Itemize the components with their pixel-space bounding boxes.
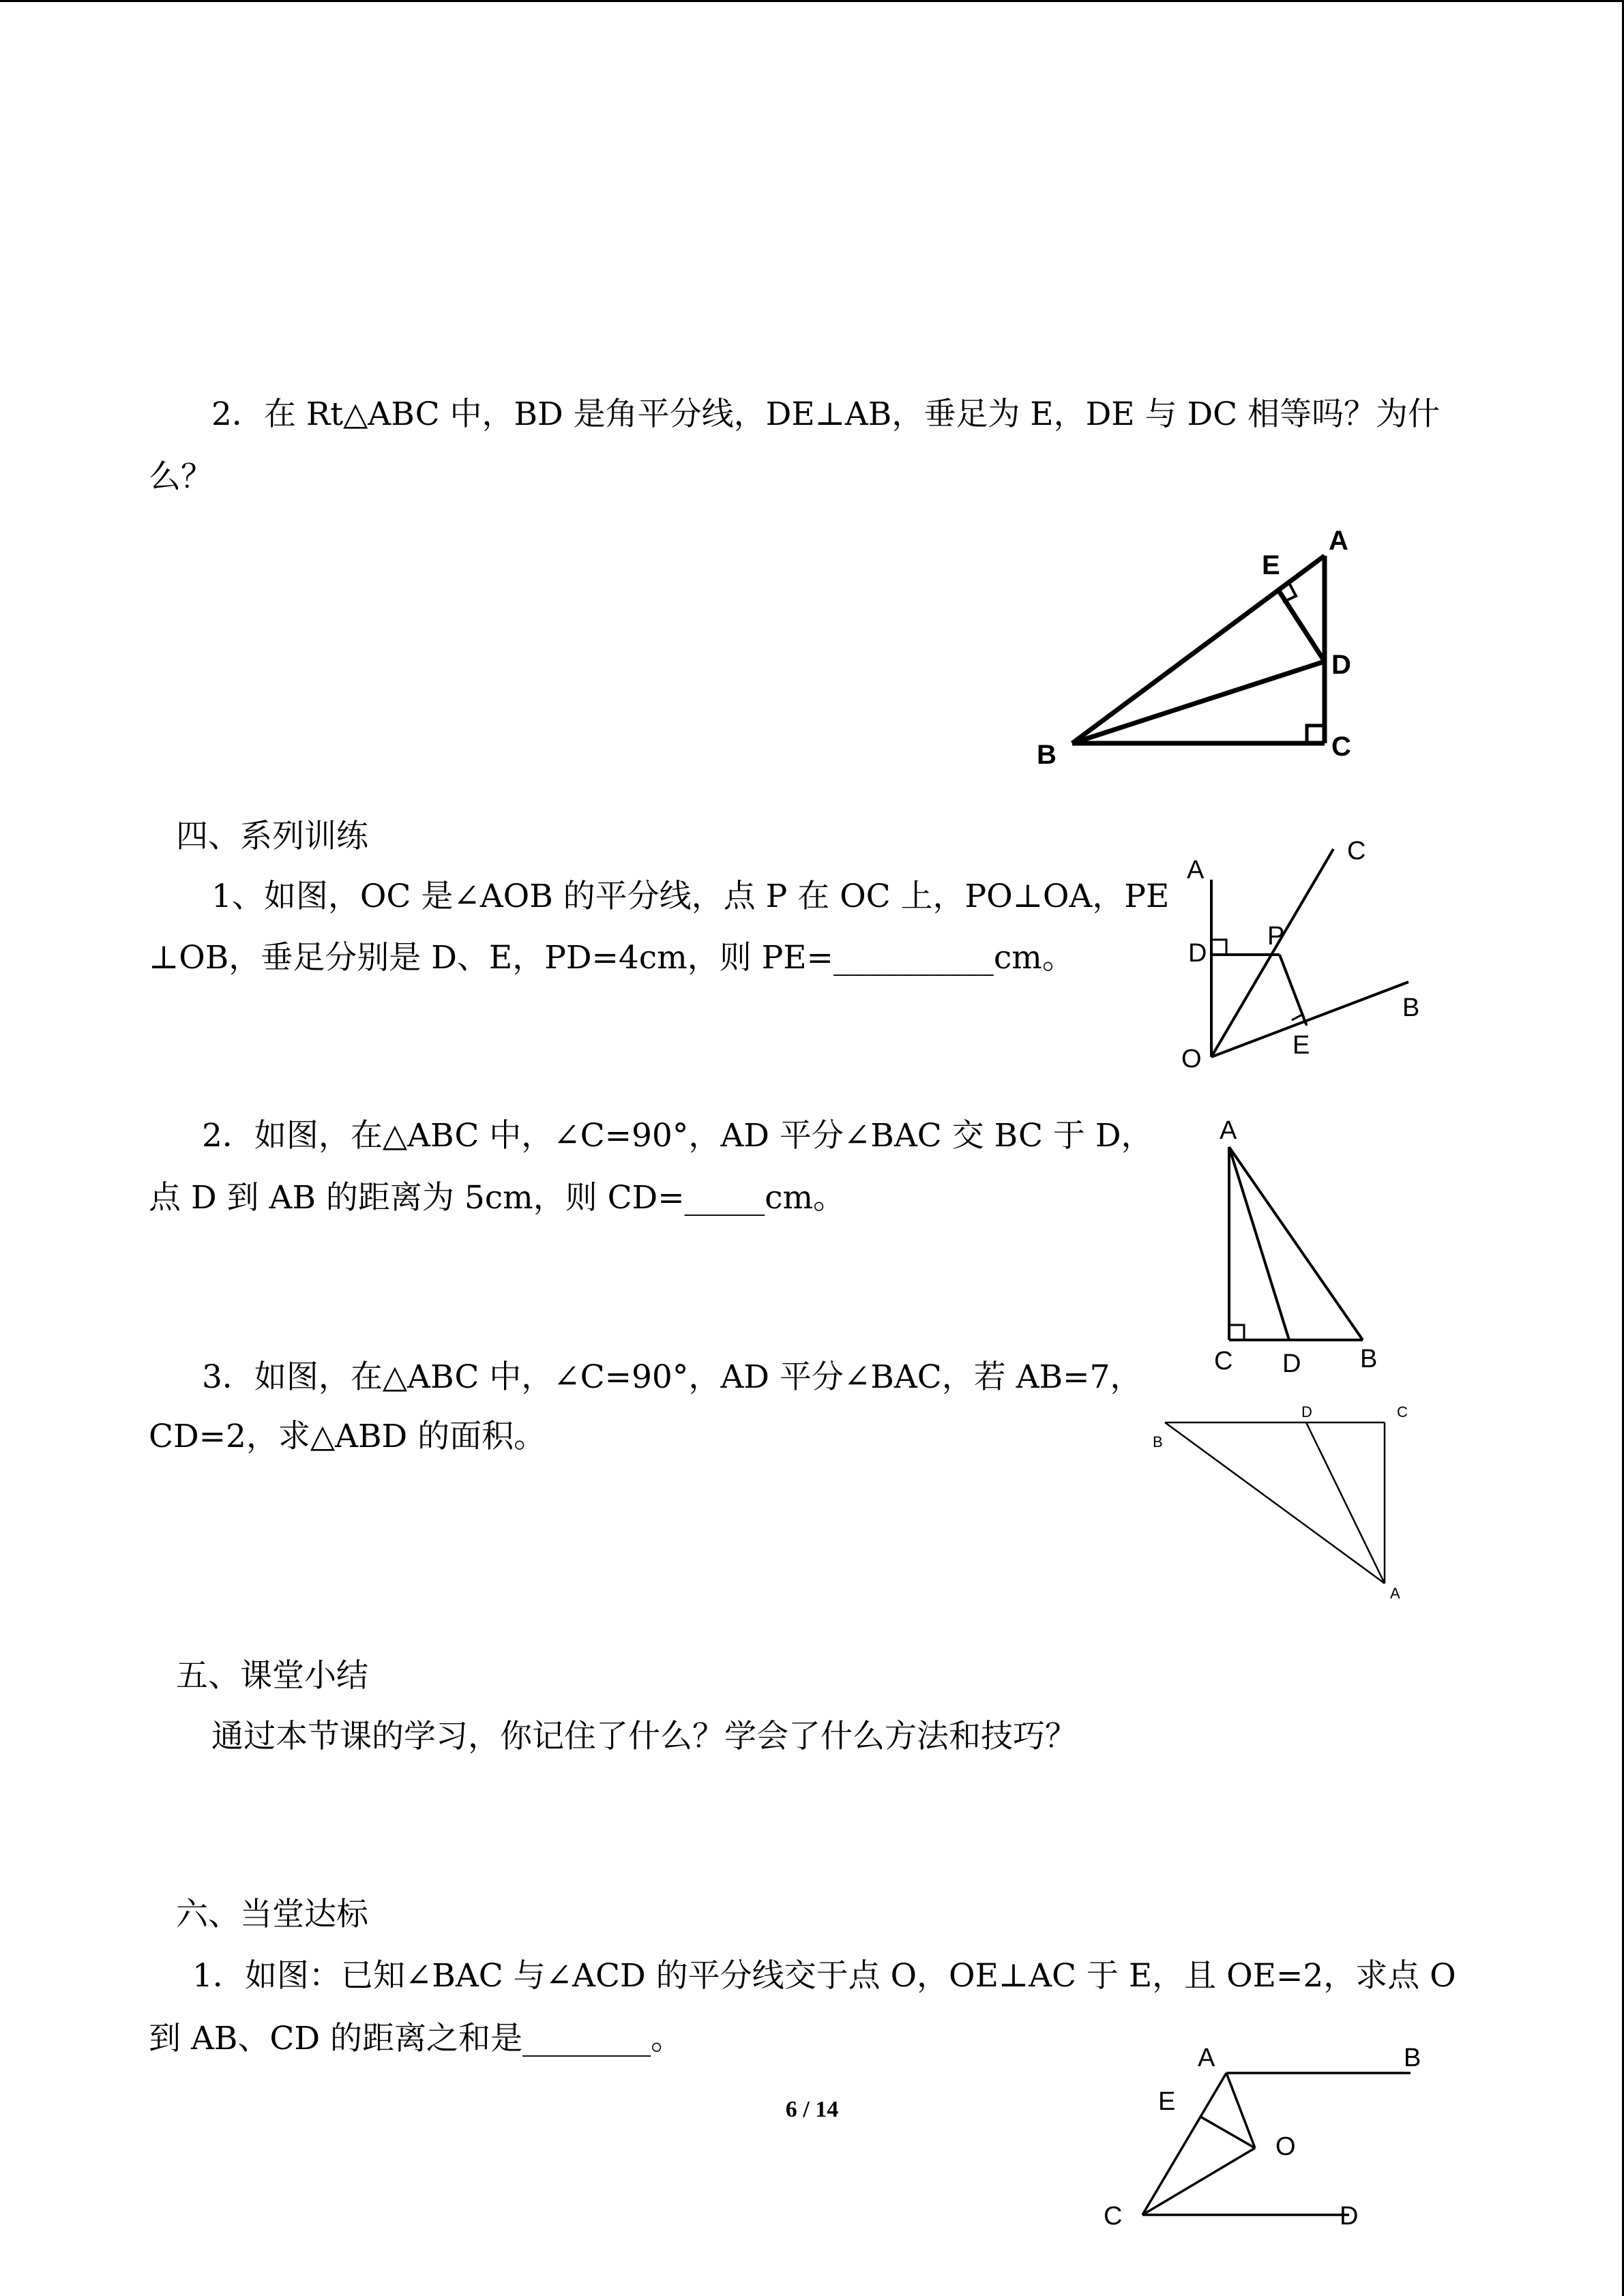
- label-B: B: [1402, 994, 1420, 1022]
- s4-q1-line2: ⊥OB，垂足分别是 D、E，PD=4cm，则 PE=__________cm。: [149, 939, 1074, 976]
- label-B: B: [1404, 2044, 1421, 2072]
- label-D: D: [1331, 650, 1351, 680]
- page-number: 6 / 14: [785, 2097, 839, 2122]
- figure-rt-triangle-bisector: [1023, 525, 1378, 771]
- figure-right-triangle-ad: [1200, 1105, 1419, 1377]
- q2-prev-line2: 么？: [149, 458, 213, 496]
- label-B: B: [1360, 1345, 1378, 1373]
- label-A: A: [1198, 2044, 1215, 2072]
- section4-heading: 四、系列训练: [176, 818, 368, 855]
- s4-q2-line2: 点 D 到 AB 的距离为 5cm，则 CD=_____cm。: [149, 1179, 846, 1217]
- section6-heading: 六、当堂达标: [176, 1896, 368, 1933]
- s4-q1-line1: 1、如图，OC 是∠AOB 的平分线，点 P 在 OC 上，PO⊥OA，PE: [211, 878, 1170, 915]
- figure-triangle-abd: [1146, 1398, 1432, 1609]
- figure-angle-bisector-oc: [1173, 839, 1446, 1084]
- s4-q3-line1: 3．如图，在△ABC 中，∠C=90°，AD 平分∠BAC，若 AB=7，: [202, 1358, 1142, 1396]
- label-D: D: [1301, 1403, 1312, 1420]
- label-C: C: [1104, 2202, 1123, 2231]
- label-P: P: [1267, 922, 1285, 951]
- label-D: D: [1340, 2202, 1359, 2231]
- label-A: A: [1390, 1585, 1400, 1602]
- label-E: E: [1158, 2087, 1176, 2116]
- label-D: D: [1282, 1350, 1301, 1378]
- label-C: C: [1347, 837, 1366, 865]
- s4-q3-line2: CD=2，求△ABD 的面积。: [149, 1418, 546, 1455]
- section5-heading: 五、课堂小结: [176, 1657, 368, 1695]
- label-C: C: [1214, 1347, 1233, 1375]
- label-B: B: [1153, 1433, 1163, 1450]
- page-border-top: [0, 0, 1624, 2]
- label-A: A: [1187, 856, 1205, 884]
- label-C: C: [1397, 1403, 1408, 1420]
- figure-parallel-bisectors: [1091, 2032, 1446, 2230]
- label-C: C: [1331, 732, 1351, 762]
- label-A: A: [1329, 526, 1348, 556]
- label-O: O: [1181, 1045, 1202, 1073]
- q2-prev-line1: 2．在 Rt△ABC 中，BD 是角平分线，DE⊥AB，垂足为 E，DE 与 DC 相等吗？为什: [211, 396, 1441, 433]
- label-A: A: [1220, 1116, 1237, 1145]
- s6-q1-line1: 1．如图：已知∠BAC 与∠ACD 的平分线交于点 O，OE⊥AC 于 E，且 OE=2，求点 O: [192, 1957, 1456, 1995]
- section5-text: 通过本节课的学习，你记住了什么？学会了什么方法和技巧？: [211, 1718, 1077, 1755]
- label-E: E: [1293, 1031, 1310, 1060]
- s4-q2-line1: 2．如图，在△ABC 中，∠C=90°，AD 平分∠BAC 交 BC 于 D，: [202, 1117, 1153, 1154]
- s6-q1-line2: 到 AB、CD 的距离之和是________。: [149, 2020, 683, 2057]
- label-O: O: [1275, 2132, 1296, 2161]
- label-B: B: [1037, 740, 1057, 770]
- label-E: E: [1262, 550, 1280, 580]
- label-D: D: [1188, 939, 1207, 968]
